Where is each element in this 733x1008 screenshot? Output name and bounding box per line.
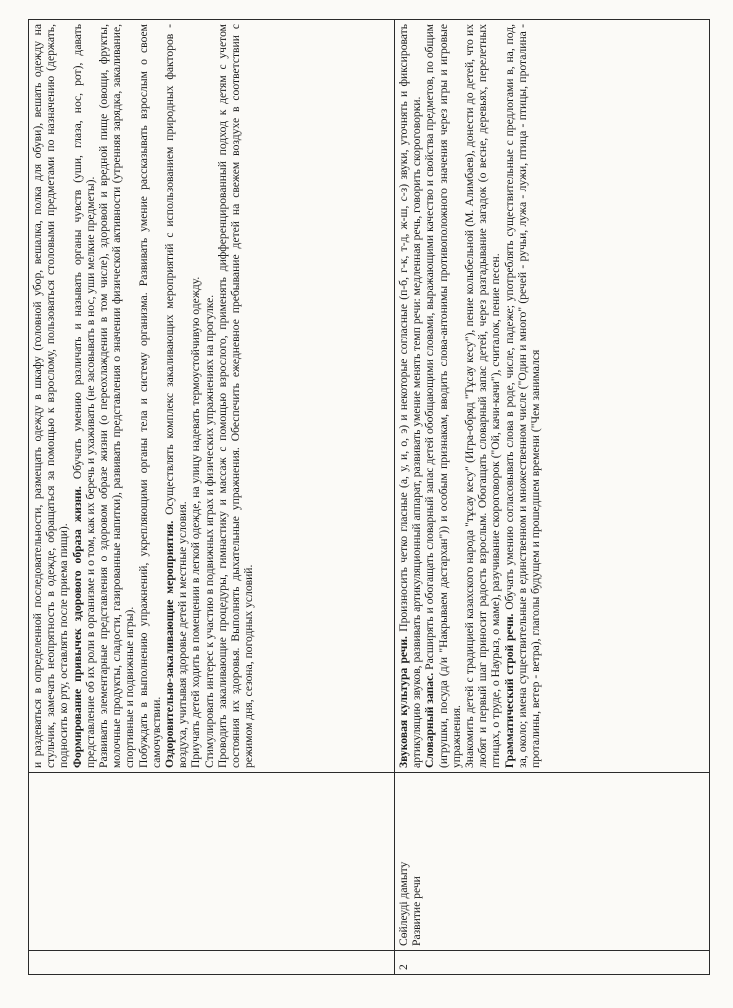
paragraph-healthy-lifestyle: Формирование привычек здорового образа жизни. Обучать умению различать и называть органы чувств (уши, глаза, нос, рот), давать представление об их роли в организме и о том, как их беречь и ухаживать (не засовывать в нос, уши мелкие предметы). bbox=[70, 24, 97, 768]
paragraph: Побуждать в выполнению упражнений, укрепляющими органы тела и систему организма. Развивать умение рассказывать взрослым о своем самочувствии. bbox=[136, 24, 163, 768]
curriculum-table bbox=[28, 19, 710, 975]
educational-area bbox=[395, 773, 710, 951]
heading-grammar: Грамматический строй речи. bbox=[502, 613, 516, 768]
area-title-ru: Развитие речи bbox=[410, 876, 424, 946]
heading-sound-culture: Звуковая культура речи. bbox=[397, 636, 410, 768]
heading-vocabulary: Словарный запас. bbox=[423, 672, 437, 768]
paragraph: Знакомить детей с традицией казахского народа "тұсау кесу" (Игра-обряд "Тұсау кесу"), пение колыбельной (М. Алимбаев), донести до детей, что их любят и первый шаг приносит радость взрослым. Обогащать словарный запас детей, через разгадывание загадок (о весне, деревьях, перелетных птицах, о труде, о Наурыз, о маме), разучивание скороговорок ("Ой, качи-качи"), считалок, пение песен. bbox=[463, 24, 503, 768]
heading-healthy-lifestyle: Формирование привычек здорового образа жизни. bbox=[70, 486, 84, 768]
paragraph-sound-culture: Звуковая культура речи. Произносить четко гласные (а, у, и, о, э) и некоторые согласные (п-б, г-к, т-д, ж-ш, с-з) звуки, уточнять и фиксировать артикуляцию звуков, развивать артикуляционный аппарат, развивать умение менять темп речи: медленная речь, говорить скороговорки. bbox=[397, 23, 424, 768]
content-cell bbox=[29, 20, 395, 773]
table-row bbox=[395, 20, 710, 975]
table-row bbox=[29, 20, 395, 975]
paragraph-grammar: Грамматический строй речи. Обучать умению согласовывать слова в роде, числе, падеже; употреблять существительные с предлогами в, на, под, за, около; имена существительные в единственном и множественном числе ("Один и много" (речей - ручьи, лужа - лужи, птица - птицы, проталина - проталины, ветер - ветра), глаголы будущем и прошедшем времени ("Чем занимался bbox=[502, 24, 543, 768]
area-cell bbox=[29, 773, 395, 951]
paragraph: Проводить закаливающие процедуры, гимнастику и массаж с помощью взрослого, применять дифференцированный подход к детям с учетом состояния их здоровья. Выполнять дыхательные упражнения. Обеспечить ежедневное пребывание детей на свежем воздухе в соответствии с режимом дня, сезона, погодных условий. bbox=[215, 24, 256, 768]
paragraph-vocabulary: Словарный запас. Расширять и обогащать словарный запас детей обобщающими словами, выражающими качество и свойства предметов, по общим (игрушки, посуда (д/и "Накрываем дастархан")) и особым признакам, вводить слова-антонимы противоположного значения через игры и игровые упражнения. bbox=[423, 24, 463, 768]
paragraph: Развивать элементарные представления о здоровом образе жизни (о переохлаждении в том числе), здоровой и вредной пище (овощи, фрукты, молочные продукты, сладости, газированные напитки), развивать представления о значении физической активности (утренняя зарядка, закаливание, спортивные и подвижные игры). bbox=[97, 24, 137, 768]
paragraph-hardening: Оздоровительно-закаливающие мероприятия. Осуществлять комплекс закаливающих мероприятий с использованием природных факторов - воздуха, учитывая здоровье детей и местные условия. bbox=[163, 24, 190, 768]
paragraph: и раздеваться в определенной последовательности, размещать одежду в шкафу (головной убор, вешалка, полка для обуви), вешать одежду на стульчик, замечать неопрятность в одежде, обращаться за помощью к взрослому, пользоваться столовыми предметами по назначению (держать, подносить ко рту, оставлять после приема пищи). bbox=[31, 24, 71, 768]
paragraph: Приучать детей ходить в помещении в легкой одежде, на улицу надевать термоустойчивую одежду. bbox=[189, 276, 203, 768]
content-cell bbox=[395, 20, 710, 773]
row-number: 2 bbox=[395, 951, 710, 975]
heading-hardening: Оздоровительно-закаливающие мероприятия. bbox=[163, 520, 177, 768]
area-title-kz: Сөйлеуді дамыту bbox=[397, 861, 410, 946]
number-cell bbox=[29, 951, 395, 975]
paragraph: Стимулировать интерес к участию в подвижных играх и физических упражнениях на прогулке. bbox=[202, 294, 216, 768]
